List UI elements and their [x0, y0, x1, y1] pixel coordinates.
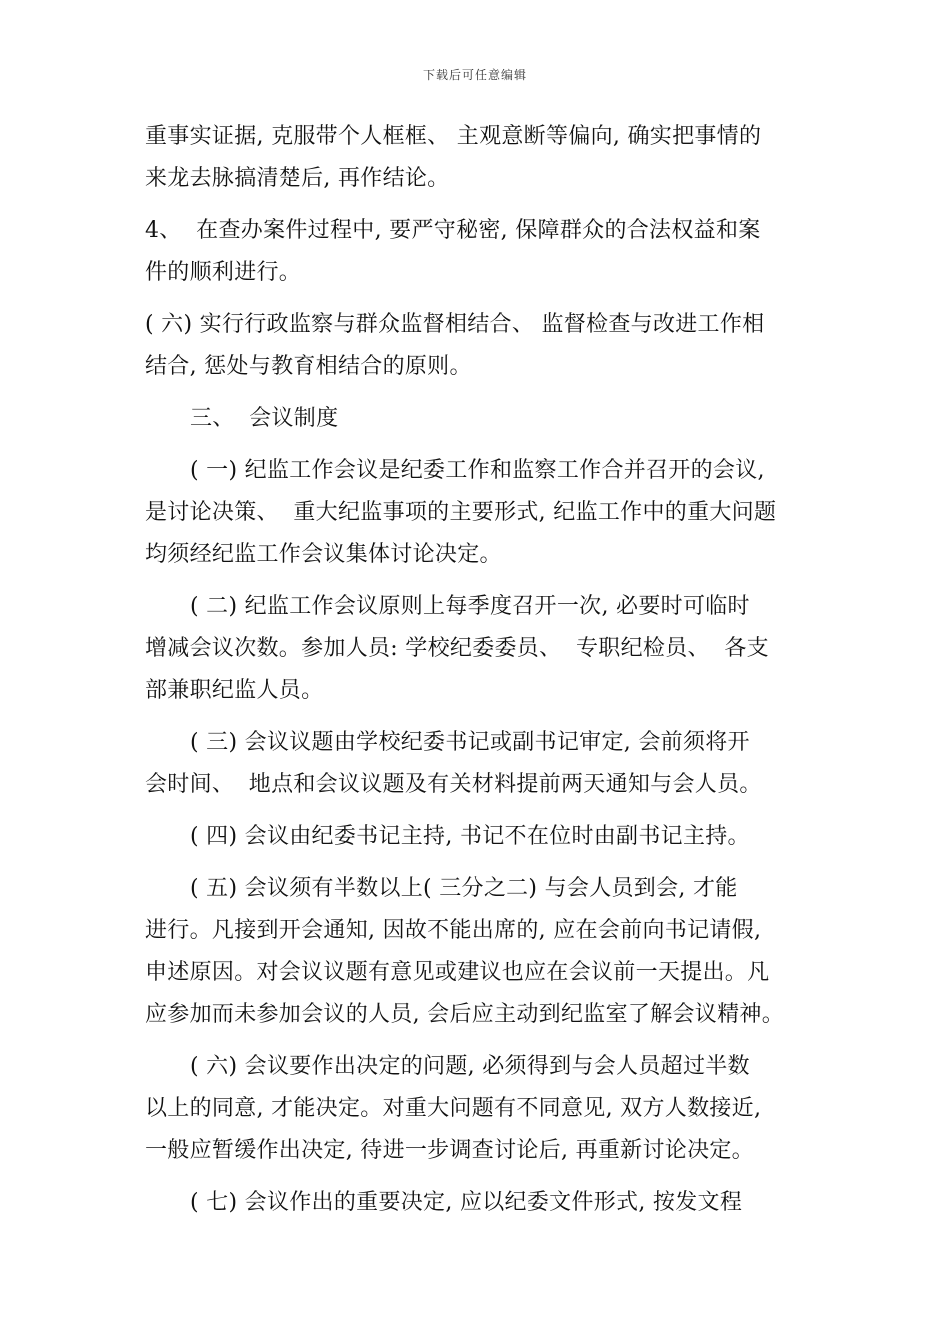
paragraph-line: ( 三) 会议议题由学校纪委书记或副书记审定, 会前须将开 [190, 730, 750, 755]
paragraph-line: 4、 在查办案件过程中, 要严守秘密, 保障群众的合法权益和案 [145, 218, 761, 243]
paragraph-line: ( 七) 会议作出的重要决定, 应以纪委文件形式, 按发文程 [190, 1190, 743, 1215]
paragraph-line: ( 四) 会议由纪委书记主持, 书记不在位时由副书记主持。 [190, 824, 750, 849]
paragraph-line: 会时间、 地点和会议议题及有关材料提前两天通知与会人员。 [145, 772, 762, 797]
paragraph-line: ( 六) 会议要作出决定的问题, 必须得到与会人员超过半数 [190, 1054, 750, 1079]
page-header: 下载后可任意编辑 [422, 68, 527, 82]
paragraph-line: 应参加而未参加会议的人员, 会后应主动到纪监室了解会议精神。 [145, 1002, 784, 1027]
paragraph-line: 重事实证据, 克服带个人框框、 主观意断等偏向, 确实把事情的 [145, 124, 762, 149]
paragraph-line: 部兼职纪监人员。 [145, 678, 324, 703]
paragraph-line: ( 五) 会议须有半数以上( 三分之二) 与会人员到会, 才能 [190, 876, 738, 901]
paragraph-line: ( 六) 实行行政监察与群众监督相结合、 监督检查与改进工作相 [145, 312, 765, 337]
paragraph-line: 增减会议次数。参加人员: 学校纪委委员、 专职纪检员、 各支 [145, 636, 769, 661]
paragraph-line: 进行。凡接到开会通知, 因故不能出席的, 应在会前向书记请假, [145, 918, 762, 943]
paragraph-line: 均须经纪监工作会议集体讨论决定。 [145, 542, 502, 567]
paragraph-line: 一般应暂缓作出决定, 待进一步调查讨论后, 再重新讨论决定。 [145, 1138, 754, 1163]
paragraph-line: ( 二) 纪监工作会议原则上每季度召开一次, 必要时可临时 [190, 594, 750, 619]
paragraph-line: 是讨论决策、 重大纪监事项的主要形式, 纪监工作中的重大问题 [145, 500, 777, 525]
section-heading: 三、 会议制度 [190, 406, 339, 431]
paragraph-line: 来龙去脉搞清楚后, 再作结论。 [145, 166, 450, 191]
paragraph-line: 件的顺利进行。 [145, 260, 302, 285]
paragraph-line: 申述原因。对会议议题有意见或建议也应在会议前一天提出。凡 [145, 960, 770, 985]
paragraph-line: 结合, 惩处与教育相结合的原则。 [145, 354, 472, 379]
paragraph-line: ( 一) 纪监工作会议是纪委工作和监察工作合并召开的会议, [190, 458, 765, 483]
paragraph-line: 以上的同意, 才能决定。对重大问题有不同意见, 双方人数接近, [145, 1096, 762, 1121]
